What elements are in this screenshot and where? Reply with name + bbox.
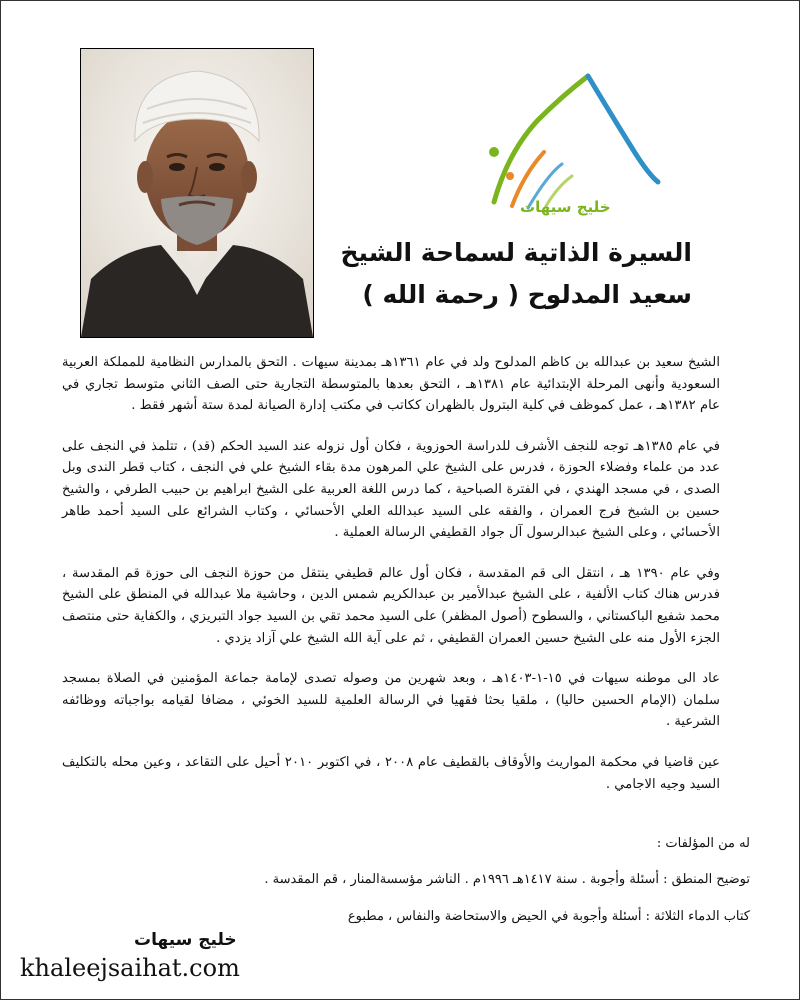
biography-text <box>62 352 720 814</box>
paragraph: عاد الى موطنه سيهات في ١٥-١-١٤٠٣هـ ، وبعد شهرين من وصوله تصدى لإمامة جماعة المؤمنين في الصلاة بمسجد سلمان (الإمام الحسين حاليا) ، ملقيا بحثا فقهيا في الرسالة العلمية للسيد الخوئي ، مضافا لقيامه بواجباته ووظائفه الشرعية . <box>62 671 721 730</box>
paragraph: في عام ١٣٨٥هـ توجه للنجف الأشرف للدراسة الحوزوية ، فكان أول نزوله عند السيد الحكم (قد) ، تتلمذ في النجف على عدد من علماء وفضلاء الحوزة ، فدرس على الشيخ علي المرهون مدة بقاء الشيخ علي في النجف ، كتاب قطر الندى وبل الصدى ، في مسجد الهندي ، في الفترة الصباحية ، كما درس اللغة العربية على الشيخ ابراهيم بن حبيب الطرفي ، والشيخ حسين بن الشيخ فرج العمران ، والفقه على السيد عبدالله العلي الأحسائي ، وكتاب الشرائع على السيد أحمد طاهر الأحسائي ، وعلى الشيخ عبدالرسول آل جواد القطيفي الرسالة العملية . <box>62 438 720 541</box>
title-line-1: السيرة الذاتية لسماحة الشيخ <box>340 238 692 267</box>
footer-url[interactable]: khaleejsaihat.com <box>20 954 240 982</box>
work-item: توضيح المنطق : أسئلة وأجوبة . سنة ١٤١٧هـ ١٩٩٦م . الناشر مؤسسةالمنار ، قم المقدسة . <box>264 872 750 887</box>
works-heading: له من المؤلفات : <box>656 836 750 851</box>
page-title <box>272 232 692 316</box>
paragraph: الشيخ سعيد بن عبدالله بن كاظم المدلوح ولد في عام ١٣٦١هـ بمدينة سيهات . التحق بالمدارس النظامية للمملكة العربية السعودية وأنهى المرحلة الإبتدائية عام ١٣٨١هـ ، التحق بعدها بالمتوسطة التجارية حتى الصف الثاني متوسط تجاري في عام ١٣٨٢هـ ، عمل كموظف في كلية البترول بالظهران ككاتب في مكتب إدارة الصيانة لمدة ستة أشهر فقط . <box>62 355 720 414</box>
logo-wordmark: خليج سيهات <box>520 198 611 216</box>
work-item: كتاب الدماء الثلاثة : أسئلة وأجوبة في الحيض والاستحاضة والنفاس ، مطبوع <box>347 909 750 924</box>
paragraph: وفي عام ١٣٩٠ هـ ، انتقل الى قم المقدسة ، فكان أول عالم قطيفي ينتقل من حوزة النجف الى حوزة قم المقدسة ، فدرس هناك كتاب الألفية ، على الشيخ عبدالأمير بن عبدالكريم شمس الدين ، وحاشية ملا عبدالله في المنطق على الشيخ محمد شفيع الباكستاني ، والسطوح (أصول المظفر) على السيد محمد تقي بن السيد جواد التبريزي ، والكفاية حتى منتصف الجزء الأول منه على الشيخ حسين العمران القطيفي ، ثم على آية الله الشيخ علي آزاد يزدي . <box>62 565 720 646</box>
footer-brand-name: خليج سيهات <box>134 930 237 950</box>
paragraph: عين قاضيا في محكمة المواريث والأوقاف بالقطيف عام ٢٠٠٨ ، في اكتوبر ٢٠١٠ أحيل على التقاعد ، وعين محله بالتكليف السيد وجيه الاجامي . <box>62 754 720 792</box>
title-line-2: سعيد المدلوح ( رحمة الله ) <box>362 280 692 309</box>
